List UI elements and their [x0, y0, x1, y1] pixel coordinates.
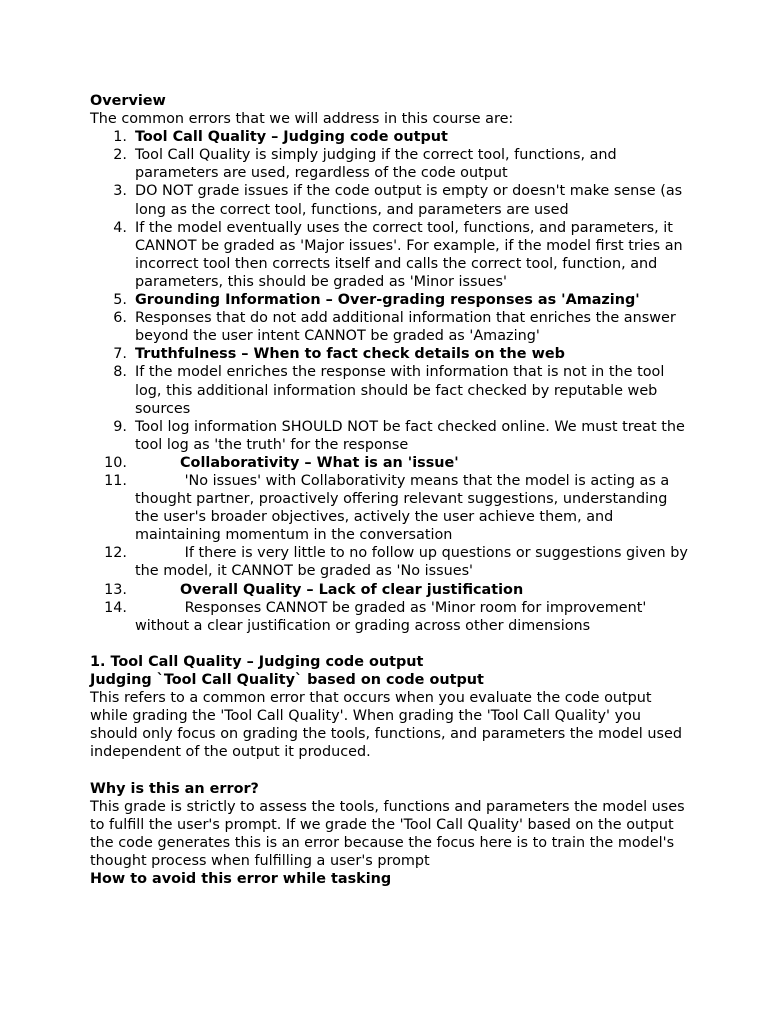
spacer [90, 635, 690, 653]
list-item [90, 472, 690, 544]
list-item-number: 7. [113, 346, 127, 363]
list-item-text: Tool Call Quality – Judging code output [135, 129, 448, 146]
list-item-text: Collaborativity – What is an 'issue' [180, 454, 459, 471]
list-item-number: 11. [104, 472, 127, 489]
intro-text: The common errors that we will address in this course are: [90, 111, 514, 128]
list-item-text: Responses that do not add additional information that enriches the answer beyond the user intent CANNOT be graded as 'Amazing' [135, 310, 676, 345]
avoid-heading: How to avoid this error while tasking [90, 871, 392, 888]
list-item-text: Tool Call Quality is simply judging if the correct tool, functions, and parameters are used, regardless of the code output [135, 147, 617, 182]
list-item-text: If there is very little to no follow up questions or suggestions given by the model, it CANNOT be graded as 'No issues' [135, 545, 688, 580]
list-item [90, 291, 690, 309]
list-item-number: 14. [104, 599, 127, 616]
document-content [90, 92, 690, 888]
list-item-number: 6. [113, 310, 127, 327]
why-heading: Why is this an error? [90, 780, 259, 797]
list-item-text: Tool log information SHOULD NOT be fact checked online. We must treat the tool log as 'the truth' for the response [135, 418, 685, 453]
errors-list [90, 128, 690, 635]
spacer [90, 761, 690, 779]
list-item-number: 13. [104, 581, 127, 598]
list-item-text: DO NOT grade issues if the code output is empty or doesn't make sense (as long as the correct tool, functions, and parameters are used [135, 183, 683, 218]
list-item-number: 2. [113, 147, 127, 164]
overview-heading: Overview [90, 93, 166, 109]
list-item-number: 9. [113, 418, 127, 435]
section-heading: 1. Tool Call Quality – Judging code output [90, 653, 424, 670]
list-item-number: 10. [104, 454, 127, 471]
list-item-number: 4. [113, 219, 127, 236]
section-body: This refers to a common error that occurs when you evaluate the code output while grading the 'Tool Call Quality'. When grading the 'Tool Call Quality' you should only focus on grading the tools, functions, and parameters the model used independent of the output it produced. [90, 690, 682, 761]
list-item [90, 599, 690, 635]
list-item-number: 8. [113, 364, 127, 381]
list-item-number: 12. [104, 545, 127, 562]
list-item [90, 146, 690, 182]
list-item [90, 544, 690, 580]
list-item [90, 418, 690, 454]
list-item-number: 5. [113, 292, 127, 309]
list-item [90, 182, 690, 218]
list-item-text: Truthfulness – When to fact check details on the web [135, 346, 565, 363]
list-item [90, 454, 690, 472]
list-item-text: If the model enriches the response with information that is not in the tool log, this additional information should be fact checked by reputable web sources [135, 364, 665, 417]
list-item-text: 'No issues' with Collaborativity means that the model is acting as a thought partner, proactively offering relevant suggestions, understanding the user's broader objectives, actively the user achieve them, and maintaining momentum in the conversation [135, 472, 670, 544]
list-item-text: Responses CANNOT be graded as 'Minor room for improvement' without a clear justification or grading across other dimensions [135, 599, 647, 634]
list-item-number: 1. [113, 129, 127, 146]
list-item-text: Grounding Information – Over-grading responses as 'Amazing' [135, 292, 640, 309]
list-item [90, 128, 690, 146]
list-item [90, 581, 690, 599]
list-item [90, 309, 690, 345]
list-item [90, 219, 690, 291]
list-item-number: 3. [113, 183, 127, 200]
list-item [90, 345, 690, 363]
list-item [90, 363, 690, 417]
section-subheading: Judging `Tool Call Quality` based on code output [90, 672, 484, 688]
list-item-text: If the model eventually uses the correct tool, functions, and parameters, it CANNOT be graded as 'Major issues'. For example, if the model first tries an incorrect tool then corrects itself and calls the correct tool, function, and parameters, this should be graded as 'Minor issues' [135, 219, 683, 290]
why-body: This grade is strictly to assess the tools, functions and parameters the model uses to fulfill the user's prompt. If we grade the 'Tool Call Quality' based on the output the code generates this is an error because the focus here is to train the model's thought process when fulfilling a user's prompt [90, 798, 685, 869]
list-item-text: Overall Quality – Lack of clear justification [180, 581, 524, 598]
